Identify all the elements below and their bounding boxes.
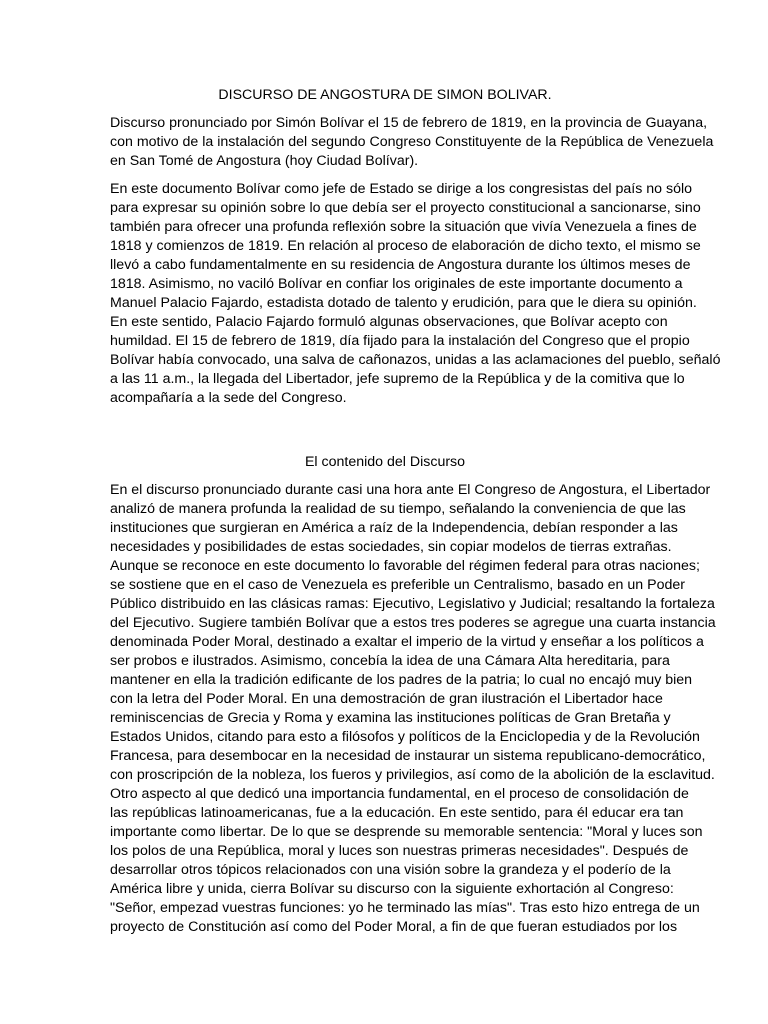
- text-line: llevó a cabo fundamentalmente en su residencia de Angostura durante los últimos meses de: [110, 257, 691, 273]
- text-line: proyecto de Constitución así como del Poder Moral, a fin de que fueran estudiados por los: [110, 919, 678, 935]
- text-line: En este documento Bolívar como jefe de Estado se dirige a los congresistas del país no sólo: [110, 181, 693, 197]
- text-line: con la letra del Poder Moral. En una demostración de gran ilustración el Libertador hace: [110, 691, 663, 707]
- text-line: En el discurso pronunciado durante casi una hora ante El Congreso de Angostura, el Libertador: [110, 482, 711, 498]
- context-paragraph: [110, 180, 721, 408]
- text-line: se sostiene que en el caso de Venezuela es preferible un Centralismo, basado en un Poder: [110, 577, 685, 593]
- text-line: Otro aspecto al que dedicó una importancia fundamental, en el proceso de consolidación de: [110, 786, 689, 802]
- text-line: para expresar su opinión sobre lo que debía ser el proyecto constitucional a sancionarse, sino: [110, 200, 701, 216]
- text-line: denominada Poder Moral, destinado a exaltar el imperio de la virtud y enseñar a los políticos a: [110, 634, 704, 650]
- text-line: "Señor, empezad vuestras funciones: yo he terminado las mías". Tras esto hizo entrega de un: [110, 900, 700, 916]
- text-line: analizó de manera profunda la realidad de su tiempo, señalando la conveniencia de que las: [110, 501, 686, 517]
- text-line: Estados Unidos, citando para esto a filósofos y políticos de la Enciclopedia y de la Revolución: [110, 729, 700, 745]
- text-line: los polos de una República, moral y luces son nuestras primeras necesidades". Después de: [110, 843, 689, 859]
- section-heading: El contenido del Discurso: [304, 454, 466, 470]
- text-line: en San Tomé de Angostura (hoy Ciudad Bolívar).: [110, 153, 419, 169]
- text-line: mantener en ella la tradición edificante de los padres de la patria; lo cual no encajó muy bien: [110, 672, 693, 688]
- text-line: Manuel Palacio Fajardo, estadista dotado de talento y erudición, para que le diera su opinión.: [110, 295, 697, 311]
- text-line: ser probos e ilustrados. Asimismo, concebía la idea de una Cámara Alta hereditaria, para: [110, 653, 670, 669]
- text-line: del Ejecutivo. Sugiere también Bolívar que a estos tres poderes se agregue una cuarta instancia: [110, 615, 716, 631]
- text-line: las repúblicas latinoamericanas, fue a la educación. En este sentido, para él educar era tan: [110, 805, 684, 821]
- text-line: importante como libertar. De lo que se desprende su memorable sentencia: "Moral y luces son: [110, 824, 703, 840]
- text-line: Francesa, para desembocar en la necesidad de instaurar un sistema republicano-democrático,: [110, 748, 706, 764]
- content-paragraph: [110, 481, 716, 937]
- document-title: DISCURSO DE ANGOSTURA DE SIMON BOLIVAR.: [218, 87, 552, 103]
- text-line: instituciones que surgieran en América a raíz de la Independencia, debían responder a las: [110, 520, 678, 536]
- text-line: con motivo de la instalación del segundo Congreso Constituyente de la República de Venezuela: [110, 134, 714, 150]
- text-line: reminiscencias de Grecia y Roma y examina las instituciones políticas de Gran Bretaña y: [110, 710, 671, 726]
- text-line: 1818 y comienzos de 1819. En relación al proceso de elaboración de dicho texto, el mismo se: [110, 238, 701, 254]
- text-line: 1818. Asimismo, no vaciló Bolívar en confiar los originales de este importante documento a: [110, 276, 683, 292]
- text-line: acompañaría a la sede del Congreso.: [110, 390, 347, 406]
- text-line: humildad. El 15 de febrero de 1819, día fijado para la instalación del Congreso que el propio: [110, 333, 690, 349]
- text-line: Bolívar había convocado, una salva de cañonazos, unidas a las aclamaciones del pueblo, señaló: [110, 352, 721, 368]
- text-line: desarrollar otros tópicos relacionados con una visión sobre la grandeza y el poderío de la: [110, 862, 671, 878]
- text-line: En este sentido, Palacio Fajardo formuló algunas observaciones, que Bolívar acepto con: [110, 314, 668, 330]
- text-line: Aunque se reconoce en este documento lo favorable del régimen federal para otras naciones;: [110, 558, 700, 574]
- intro-paragraph: [110, 114, 714, 171]
- text-line: necesidades y posibilidades de estas sociedades, sin copiar modelos de tierras extrañas.: [110, 539, 672, 555]
- text-line: también para ofrecer una profunda reflexión sobre la situación que vivía Venezuela a fines de: [110, 219, 697, 235]
- text-line: con proscripción de la nobleza, los fueros y privilegios, así como de la abolición de la esclavitud.: [110, 767, 715, 783]
- text-line: a las 11 a.m., la llegada del Libertador, jefe supremo de la República y de la comitiva que lo: [110, 371, 685, 387]
- text-line: América libre y unida, cierra Bolívar su discurso con la siguiente exhortación al Congreso:: [110, 881, 674, 897]
- text-line: Discurso pronunciado por Simón Bolívar el 15 de febrero de 1819, en la provincia de Guayana,: [110, 115, 708, 131]
- document-page: [110, 86, 721, 946]
- text-line: Público distribuido en las clásicas ramas: Ejecutivo, Legislativo y Judicial; resaltando la fortaleza: [110, 596, 715, 612]
